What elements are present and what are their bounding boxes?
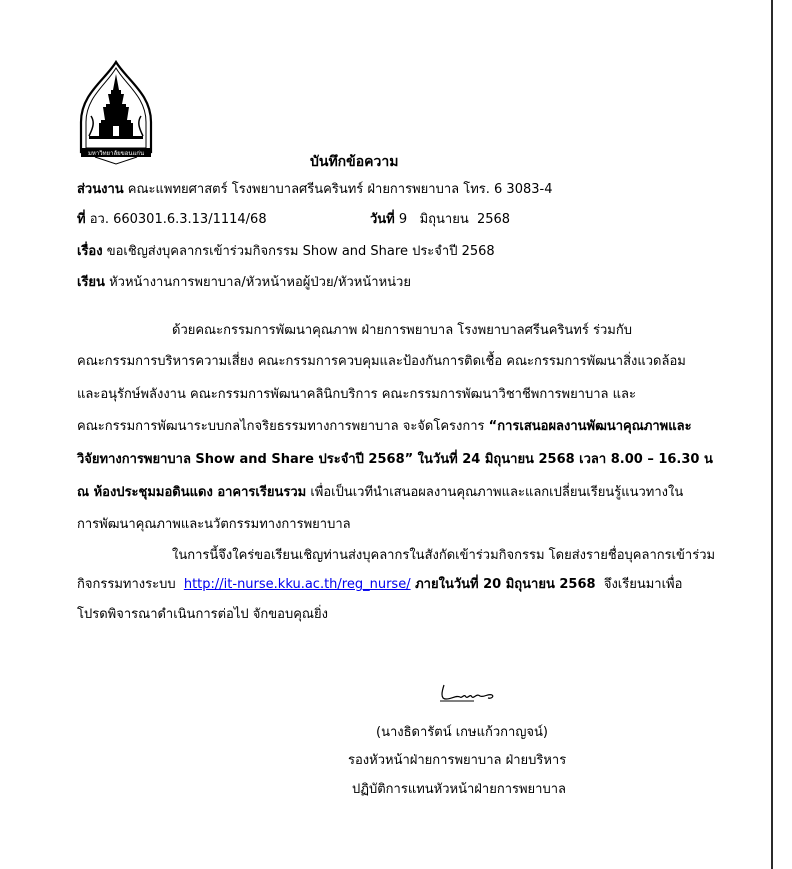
- body-paragraph-2-line-2: [77, 576, 682, 594]
- body-paragraph-1-line-6: [77, 484, 683, 502]
- department-label: ส่วนงาน: [77, 182, 124, 197]
- signatory-position: รองหัวหน้าฝ่ายการพยาบาล ฝ่ายบริหาร: [348, 753, 567, 768]
- signatory-acting-position: ปฏิบัติการแทนหัวหน้าฝ่ายการพยาบาล: [352, 782, 566, 797]
- body-paragraph-2-line-1: ในการนี้จึงใคร่ขอเรียนเชิญท่านส่งบุคลากรในสังกัดเข้าร่วมกิจกรรม โดยส่งรายชื่อบุคลากรเข้าร่วม: [172, 548, 716, 563]
- event-venue: ณ ห้องประชุมมอดินแดง อาคารเรียนรวม: [77, 485, 307, 500]
- subject-line: [77, 243, 495, 261]
- registration-deadline: ภายในวันที่ 20 มิถุนายน 2568: [410, 577, 596, 592]
- body-text-segment: เพื่อเป็นเวทีนำเสนอผลงานคุณภาพและแลกเปลี่ยนเรียนรู้แนวทางใน: [306, 485, 684, 500]
- university-seal-logo: [75, 60, 157, 165]
- project-title-start: “การเสนอผลงานพัฒนาคุณภาพและ: [488, 419, 692, 434]
- body-text-segment: กิจกรรมทางระบบ: [77, 577, 184, 592]
- subject-label: เรื่อง: [77, 244, 103, 259]
- body-paragraph-1-line-1: ด้วยคณะกรรมการพัฒนาคุณภาพ ฝ่ายการพยาบาล โรงพยาบาลศรีนครินทร์ ร่วมกับ: [172, 323, 632, 338]
- body-text-segment: จึงเรียนมาเพื่อ: [595, 577, 683, 592]
- reference-line: [77, 211, 267, 229]
- reference-label: ที่: [77, 212, 86, 227]
- body-paragraph-2-line-3: โปรดพิจารณาดำเนินการต่อไป จักขอบคุณยิ่ง: [77, 607, 328, 622]
- recipient-value: หัวหน้างานการพยาบาล/หัวหน้าหอผู้ป่วย/หัวหน้าหน่วย: [109, 275, 411, 290]
- date-line: [370, 211, 510, 229]
- body-paragraph-1-line-2: คณะกรรมการบริหารความเสี่ยง คณะกรรมการควบคุมและป้องกันการติดเชื้อ คณะกรรมการพัฒนาสิ่งแวดล้อม: [77, 354, 686, 369]
- date-value: 9 มิถุนายน 2568: [398, 212, 511, 227]
- date-label: วันที่: [370, 212, 395, 227]
- signatory-name: (นางธิดารัตน์ เกษแก้วกาญจน์): [376, 725, 548, 740]
- department-line: [77, 181, 552, 199]
- memo-title: บันทึกข้อความ: [310, 154, 399, 170]
- registration-link[interactable]: http://it-nurse.kku.ac.th/reg_nurse/: [183, 577, 411, 592]
- body-paragraph-1-line-3: และอนุรักษ์พลังงาน คณะกรรมการพัฒนาคลินิกบริการ คณะกรรมการพัฒนาวิชาชีพการพยาบาล และ: [77, 387, 636, 402]
- body-text-segment: คณะกรรมการพัฒนาระบบกลไกจริยธรรมทางการพยาบาล จะจัดโครงการ: [77, 419, 489, 434]
- reference-value: อว. 660301.6.3.13/1114/68: [89, 212, 267, 227]
- body-paragraph-1-line-7: การพัฒนาคุณภาพและนวัตกรรมทางการพยาบาล: [77, 517, 351, 532]
- recipient-label: เรียน: [77, 275, 105, 290]
- body-paragraph-1-line-4: [77, 418, 692, 436]
- logo-ribbon-text: มหาวิทยาลัยขอนแก่น: [87, 150, 145, 157]
- handwritten-signature: [438, 681, 498, 705]
- recipient-line: [77, 274, 411, 292]
- department-value: คณะแพทยศาสตร์ โรงพยาบาลศรีนครินทร์ ฝ่ายการพยาบาล โทร. 6 3083-4: [127, 182, 553, 197]
- subject-value: ขอเชิญส่งบุคลากรเข้าร่วมกิจกรรม Show and Share ประจำปี 2568: [106, 244, 495, 259]
- project-title-and-datetime: วิจัยทางการพยาบาล Show and Share ประจำปี 2568” ในวันที่ 24 มิถุนายน 2568 เวลา 8.00 – 16.30 น: [77, 452, 713, 467]
- viewer-background: [773, 0, 792, 869]
